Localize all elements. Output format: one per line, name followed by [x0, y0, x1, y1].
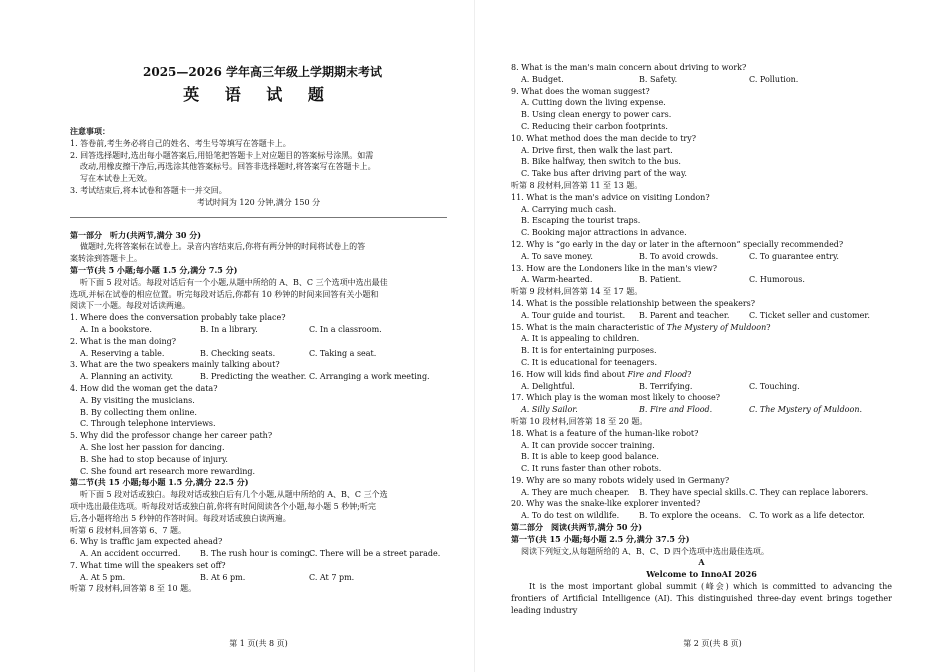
question-16-text: 16. How will kids find about [511, 369, 628, 379]
option: B. By collecting them online. [80, 407, 197, 417]
option: C. She found art research more rewarding. [80, 466, 256, 476]
option: C. To guarantee entry. [749, 251, 839, 261]
material-10: 听第 10 段材料,回答第 18 至 20 题。 [511, 416, 648, 426]
option: C. There will be a street parade. [309, 549, 441, 559]
note-line: 1. 答卷前,考生务必将自己的姓名、考生号等填写在答题卡上。 [70, 138, 291, 148]
section3-heading: 第一节(共 15 小题;每小题 2.5 分,满分 37.5 分) [511, 533, 690, 544]
option: A. An accident occurred. [80, 549, 181, 559]
option: C. Humorous. [749, 275, 805, 285]
option: B. At 6 pm. [200, 572, 246, 582]
option: C. It runs faster than other robots. [521, 464, 662, 474]
part1-intro: 案转涂到答题卡上。 [70, 254, 142, 264]
play-title: The Mystery of Muldoon [666, 322, 767, 332]
option: A. By visiting the musicians. [80, 395, 195, 405]
option: B. They have special skills. [639, 487, 749, 497]
option: A. Budget. [521, 74, 564, 84]
question-5: 5. Why did the professor change her career path? [70, 431, 273, 441]
question-11: 11. What is the man's advice on visiting London? [511, 192, 710, 202]
question-16-end: ? [687, 369, 692, 379]
option: B. It is able to keep good balance. [521, 452, 659, 462]
question-15 [511, 322, 892, 334]
passage-text: It is the most important global summit (峰会) which is committed to advancing the frontiers of Artificial Intelligence (AI). This distinguished three-day event brings together leading industry [511, 582, 892, 615]
note-line: 3. 考试结束后,将本试卷和答题卡一并交回。 [70, 185, 227, 195]
material-6: 听第 6 段材料,回答第 6、7 题。 [70, 525, 186, 535]
page-footer: 第 2 页(共 8 页) [683, 639, 742, 649]
question-7-options [70, 572, 447, 584]
exam-subject: 英 语 试 题 [183, 85, 334, 104]
option: B. Fire and Flood. [639, 405, 713, 415]
question-17-options [511, 404, 892, 416]
question-2-options [70, 348, 447, 360]
option: C. Take bus after driving part of the way. [521, 169, 687, 179]
option: A. To save money. [521, 251, 593, 261]
question-16-options [511, 381, 892, 393]
option: B. It is for entertaining purposes. [521, 346, 657, 356]
page-footer: 第 1 页(共 8 页) [229, 639, 288, 649]
question-4: 4. How did the woman get the data? [70, 383, 218, 393]
question-12-options [511, 251, 892, 263]
option: A. She lost her passion for dancing. [80, 442, 225, 452]
note-line: 写在本试卷上无效。 [80, 174, 152, 184]
section1-intro: 听下面 5 段对话。每段对话后有一个小题,从题中所给的 A、B、C 三个选项中选出最佳 [80, 277, 388, 287]
option: B. Checking seats. [200, 348, 276, 358]
note-line: 2. 回答选择题时,选出每小题答案后,用铅笔把答题卡上对应题目的答案标号涂黑。如需 [70, 150, 374, 160]
question-20: 20. Why was the snake-like explorer invented? [511, 499, 701, 509]
option: A. In a bookstore. [80, 324, 152, 334]
question-10: 10. What method does the man decide to try? [511, 133, 697, 143]
option: B. Safety. [639, 74, 678, 84]
option: B. In a library. [200, 324, 258, 334]
option: C. In a classroom. [309, 324, 382, 334]
exam-time: 考试时间为 120 分钟,满分 150 分 [196, 197, 321, 207]
option: C. Reducing their carbon footprints. [521, 121, 668, 131]
question-1-options [70, 324, 447, 336]
option: A. It is appealing to children. [521, 334, 640, 344]
exam-title: 2025—2026 学年高三年级上学期期末考试 [143, 65, 382, 79]
separator-line [70, 217, 447, 218]
section3-intro: 阅读下列短文,从每题所给的 A、B、C、D 四个选项中选出最佳选项。 [521, 546, 769, 556]
question-19-options [511, 487, 892, 499]
option: C. Ticket seller and customer. [749, 310, 870, 320]
option: C. The Mystery of Muldoon. [749, 405, 863, 415]
option: C. They can replace laborers. [749, 487, 869, 497]
question-8-options [511, 74, 892, 86]
question-1: 1. Where does the conversation probably take place? [70, 313, 286, 323]
question-8: 8. What is the man's main concern about driving to work? [511, 63, 747, 72]
option: B. The rush hour is coming. [200, 549, 313, 559]
question-3: 3. What are the two speakers mainly talking about? [70, 360, 280, 370]
section2-heading: 第二节(共 15 小题;每小题 1.5 分,满分 22.5 分) [70, 477, 249, 488]
part2-heading: 第二部分 阅读(共两节,满分 50 分) [511, 522, 643, 533]
question-19: 19. Why are so many robots widely used in Germany? [511, 475, 730, 485]
question-13-options [511, 274, 892, 286]
question-7: 7. What time will the speakers set off? [70, 560, 226, 570]
option: B. She had to stop because of injury. [80, 454, 228, 464]
section1-intro: 选项,并标在试卷的相应位置。听完每段对话后,你都有 10 秒钟的时间来回答有关小题和 [70, 289, 379, 299]
question-15-text: 15. What is the main characteristic of [511, 322, 667, 332]
option: C. Touching. [749, 381, 800, 391]
option: B. Escaping the tourist traps. [521, 216, 641, 226]
play-title: Fire and Flood [627, 369, 688, 379]
option: B. Terrifying. [639, 381, 693, 391]
section2-intro: 后,各小题将给出 5 秒钟的作答时间。每段对话或独白读两遍。 [70, 513, 291, 523]
question-6-options [70, 548, 447, 560]
option: A. Cutting down the living expense. [521, 98, 666, 108]
option: C. To work as a life detector. [749, 511, 865, 521]
option: C. Through telephone interviews. [80, 419, 216, 429]
question-6: 6. Why is traffic jam expected ahead? [70, 537, 223, 547]
question-9: 9. What does the woman suggest? [511, 86, 650, 96]
note-line: 改动,用橡皮擦干净后,再选涂其他答案标号。回答非选择题时,将答案写在答题卡上。 [80, 162, 376, 172]
question-15-end: ? [766, 322, 771, 332]
question-18: 18. What is a feature of the human-like robot? [511, 428, 699, 438]
passage-letter: A [698, 557, 705, 568]
option: B. To explore the oceans. [639, 511, 742, 521]
option: A. Reserving a table. [80, 348, 165, 358]
part1-intro: 做题时,先将答案标在试卷上。录音内容结束后,你将有两分钟的时间将试卷上的答 [80, 242, 366, 252]
part1-heading: 第一部分 听力(共两节,满分 30 分) [70, 229, 202, 240]
option: B. Patient. [639, 275, 682, 285]
option: A. Carrying much cash. [521, 204, 617, 214]
option: B. Parent and teacher. [639, 310, 730, 320]
section2-intro: 听下面 5 段对话或独白。每段对话或独白后有几个小题,从题中所给的 A、B、C 三个选 [80, 490, 388, 500]
option: B. To avoid crowds. [639, 251, 719, 261]
option: C. Taking a seat. [309, 348, 377, 358]
section2-intro: 项中选出最佳选项。听每段对话或独白前,你将有时间阅读各个小题,每小题 5 秒钟;听完 [70, 501, 376, 511]
option: C. Arranging a work meeting. [309, 372, 430, 382]
option: A. Planning an activity. [80, 372, 174, 382]
option: B. Using clean energy to power cars. [521, 110, 672, 120]
question-12: 12. Why is “go early in the day or later in the afternoon” specially recommended? [511, 239, 844, 249]
option: A. Silly Sailor. [521, 405, 578, 415]
question-2: 2. What is the man doing? [70, 336, 177, 346]
option: A. They are much cheaper. [521, 487, 630, 497]
option: B. Predicting the weather. [200, 372, 307, 382]
section1-intro: 阅读下一小题。每段对话读两遍。 [70, 301, 190, 311]
question-16 [511, 369, 892, 381]
material-7: 听第 7 段材料,回答第 8 至 10 题。 [70, 584, 197, 594]
option: A. At 5 pm. [80, 572, 126, 582]
option: A. It can provide soccer training. [521, 440, 655, 450]
option: C. Pollution. [749, 74, 799, 84]
notes-heading: 注意事项： [70, 126, 110, 136]
question-3-options [70, 371, 447, 383]
question-14-options [511, 310, 892, 322]
material-8: 听第 8 段材料,回答第 11 至 13 题。 [511, 180, 643, 190]
passage-title: Welcome to InnoAI 2026 [646, 569, 757, 580]
option: C. At 7 pm. [309, 572, 355, 582]
option: A. To do test on wildlife. [521, 511, 620, 521]
option: A. Warm-hearted. [521, 275, 593, 285]
option: B. Bike halfway, then switch to the bus. [521, 157, 681, 167]
option: A. Delightful. [521, 381, 575, 391]
option: A. Drive first, then walk the last part. [521, 145, 673, 155]
page-2 [475, 0, 950, 672]
option: A. Tour guide and tourist. [521, 310, 626, 320]
material-9: 听第 9 段材料,回答第 14 至 17 题。 [511, 287, 643, 297]
option: C. Booking major attractions in advance. [521, 228, 687, 238]
question-17: 17. Which play is the woman most likely to choose? [511, 393, 721, 403]
question-13: 13. How are the Londoners like in the man's view? [511, 263, 717, 273]
question-20-options [511, 510, 892, 522]
question-14: 14. What is the possible relationship between the speakers? [511, 298, 756, 308]
section1-heading: 第一节(共 5 小题;每小题 1.5 分,满分 7.5 分) [70, 264, 238, 275]
option: C. It is educational for teenagers. [521, 357, 657, 367]
